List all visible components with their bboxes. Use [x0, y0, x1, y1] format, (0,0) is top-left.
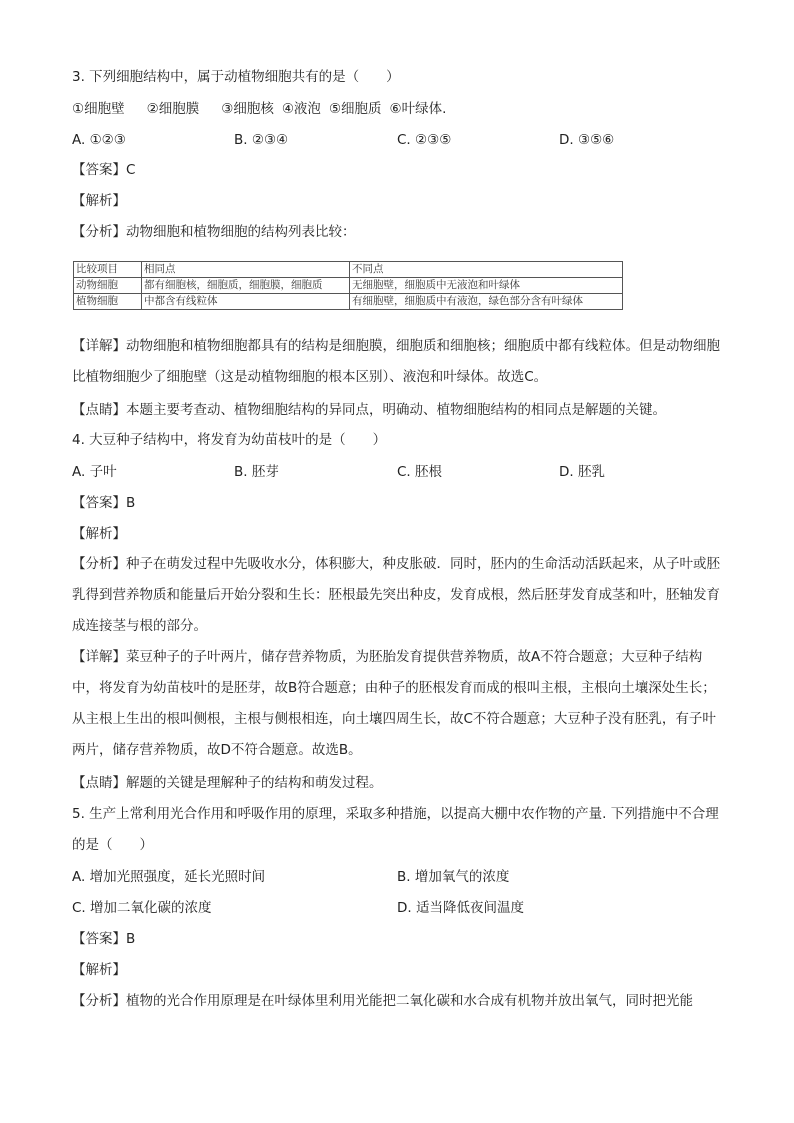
q5-fenxi: 【分析】植物的光合作用原理是在叶绿体里利用光能把二氧化碳和水合成有机物并放出氧气，同时把光能: [72, 993, 693, 1009]
q3-items: [72, 99, 468, 119]
q3-detail: 【详解】动物细胞和植物细胞都具有的结构是细胞膜，细胞质和细胞核；细胞质中都有线粒体。但是动物细胞比植物细胞少了细胞壁（这是动植物细胞的根本区别）、液泡和叶绿体。故选C。: [72, 338, 720, 385]
q3-item: ④液泡: [281, 101, 321, 117]
q4-detail: 【详解】菜豆种子的子叶两片，储存营养物质，为胚胎发育提供营养物质，故A不符合题意；大豆种子结构中，将发育为幼苗枝叶的是胚芽，故B符合题意；由种子的胚根发育而成的根叫主根，主根向土壤深处生长；从主根上生出的根叫侧根，主根与侧根相连，向土壤四周生长，故C不符合题意；大豆种子没有胚乳，有子叶两片，储存营养物质，故D不符合题意。故选B。: [72, 649, 716, 758]
table-cell: 都有细胞核，细胞质，细胞膜，细胞质: [142, 278, 350, 294]
table-row: [74, 278, 623, 294]
table-cell: 不同点: [350, 262, 623, 278]
q3-option-a: A. ①②③: [72, 132, 126, 148]
q3-option-c: C. ②③⑤: [397, 132, 452, 148]
q5-option-c: C. 增加二氧化碳的浓度: [72, 900, 212, 916]
q5-options-row2: [72, 898, 722, 918]
q4-option-c: C. 胚根: [397, 464, 443, 480]
q3-option-b: B. ②③④: [234, 132, 289, 148]
q3-item: ⑤细胞质: [328, 101, 382, 117]
q3-fenxi: 【分析】动物细胞和植物细胞的结构列表比较：: [72, 224, 356, 240]
comparison-table: [73, 261, 623, 310]
table-cell: 有细胞壁，细胞质中有液泡，绿色部分含有叶绿体: [350, 294, 623, 310]
table-cell: 比较项目: [74, 262, 142, 278]
q4-comment: 【点睛】解题的关键是理解种子的结构和萌发过程。: [72, 775, 383, 791]
q3-item: ①细胞壁: [72, 101, 125, 117]
q4-stem: 4. 大豆种子结构中，将发育为幼苗枝叶的是（ ）: [72, 432, 387, 448]
q5-option-a: A. 增加光照强度，延长光照时间: [72, 869, 266, 885]
q4-fenxi: 【分析】种子在萌发过程中先吸收水分，体积膨大，种皮胀破．同时，胚内的生命活动活跃起来，从子叶或胚乳得到营养物质和能量后开始分裂和生长：胚根最先突出种皮，发育成根，然后胚芽发育成茎和叶，胚轴发育成连接茎与根的部分。: [72, 556, 720, 634]
q5-stem: 5. 生产上常利用光合作用和呼吸作用的原理，采取多种措施，以提高大棚中农作物的产量. 下列措施中不合理的是（ ）: [72, 806, 719, 853]
q4-option-b: B. 胚芽: [234, 464, 279, 480]
q3-options: [72, 130, 722, 150]
q5-options-row1: [72, 867, 722, 887]
table-cell: 动物细胞: [74, 278, 142, 294]
q4-option-a: A. 子叶: [72, 464, 117, 480]
q5-analysis-heading: 【解析】: [72, 962, 126, 978]
q4-option-d: D. 胚乳: [559, 464, 605, 480]
q5-option-d: D. 适当降低夜间温度: [397, 900, 524, 916]
q3-item: ③细胞核: [221, 101, 274, 117]
q5-answer: 【答案】B: [72, 931, 136, 947]
q3-answer: 【答案】C: [72, 162, 136, 178]
table-cell: 植物细胞: [74, 294, 142, 310]
q3-option-d: D. ③⑤⑥: [559, 132, 615, 148]
table-cell: 相同点: [142, 262, 350, 278]
table-cell: 无细胞壁，细胞质中无液泡和叶绿体: [350, 278, 623, 294]
q3-item: ②细胞膜: [146, 101, 200, 117]
q5-option-b: B. 增加氧气的浓度: [397, 869, 510, 885]
table-row: [74, 294, 623, 310]
q4-analysis-heading: 【解析】: [72, 526, 126, 542]
q3-item: ⑥叶绿体.: [389, 101, 447, 117]
q3-comment: 【点睛】本题主要考查动、植物细胞结构的异同点，明确动、植物细胞结构的相同点是解题的关键。: [72, 402, 666, 418]
q4-options: [72, 462, 722, 482]
q3-stem: 3. 下列细胞结构中，属于动植物细胞共有的是（ ）: [72, 69, 400, 85]
q4-answer: 【答案】B: [72, 495, 136, 511]
q3-analysis-heading: 【解析】: [72, 193, 126, 209]
table-cell: 中都含有线粒体: [142, 294, 350, 310]
table-row: [74, 262, 623, 278]
